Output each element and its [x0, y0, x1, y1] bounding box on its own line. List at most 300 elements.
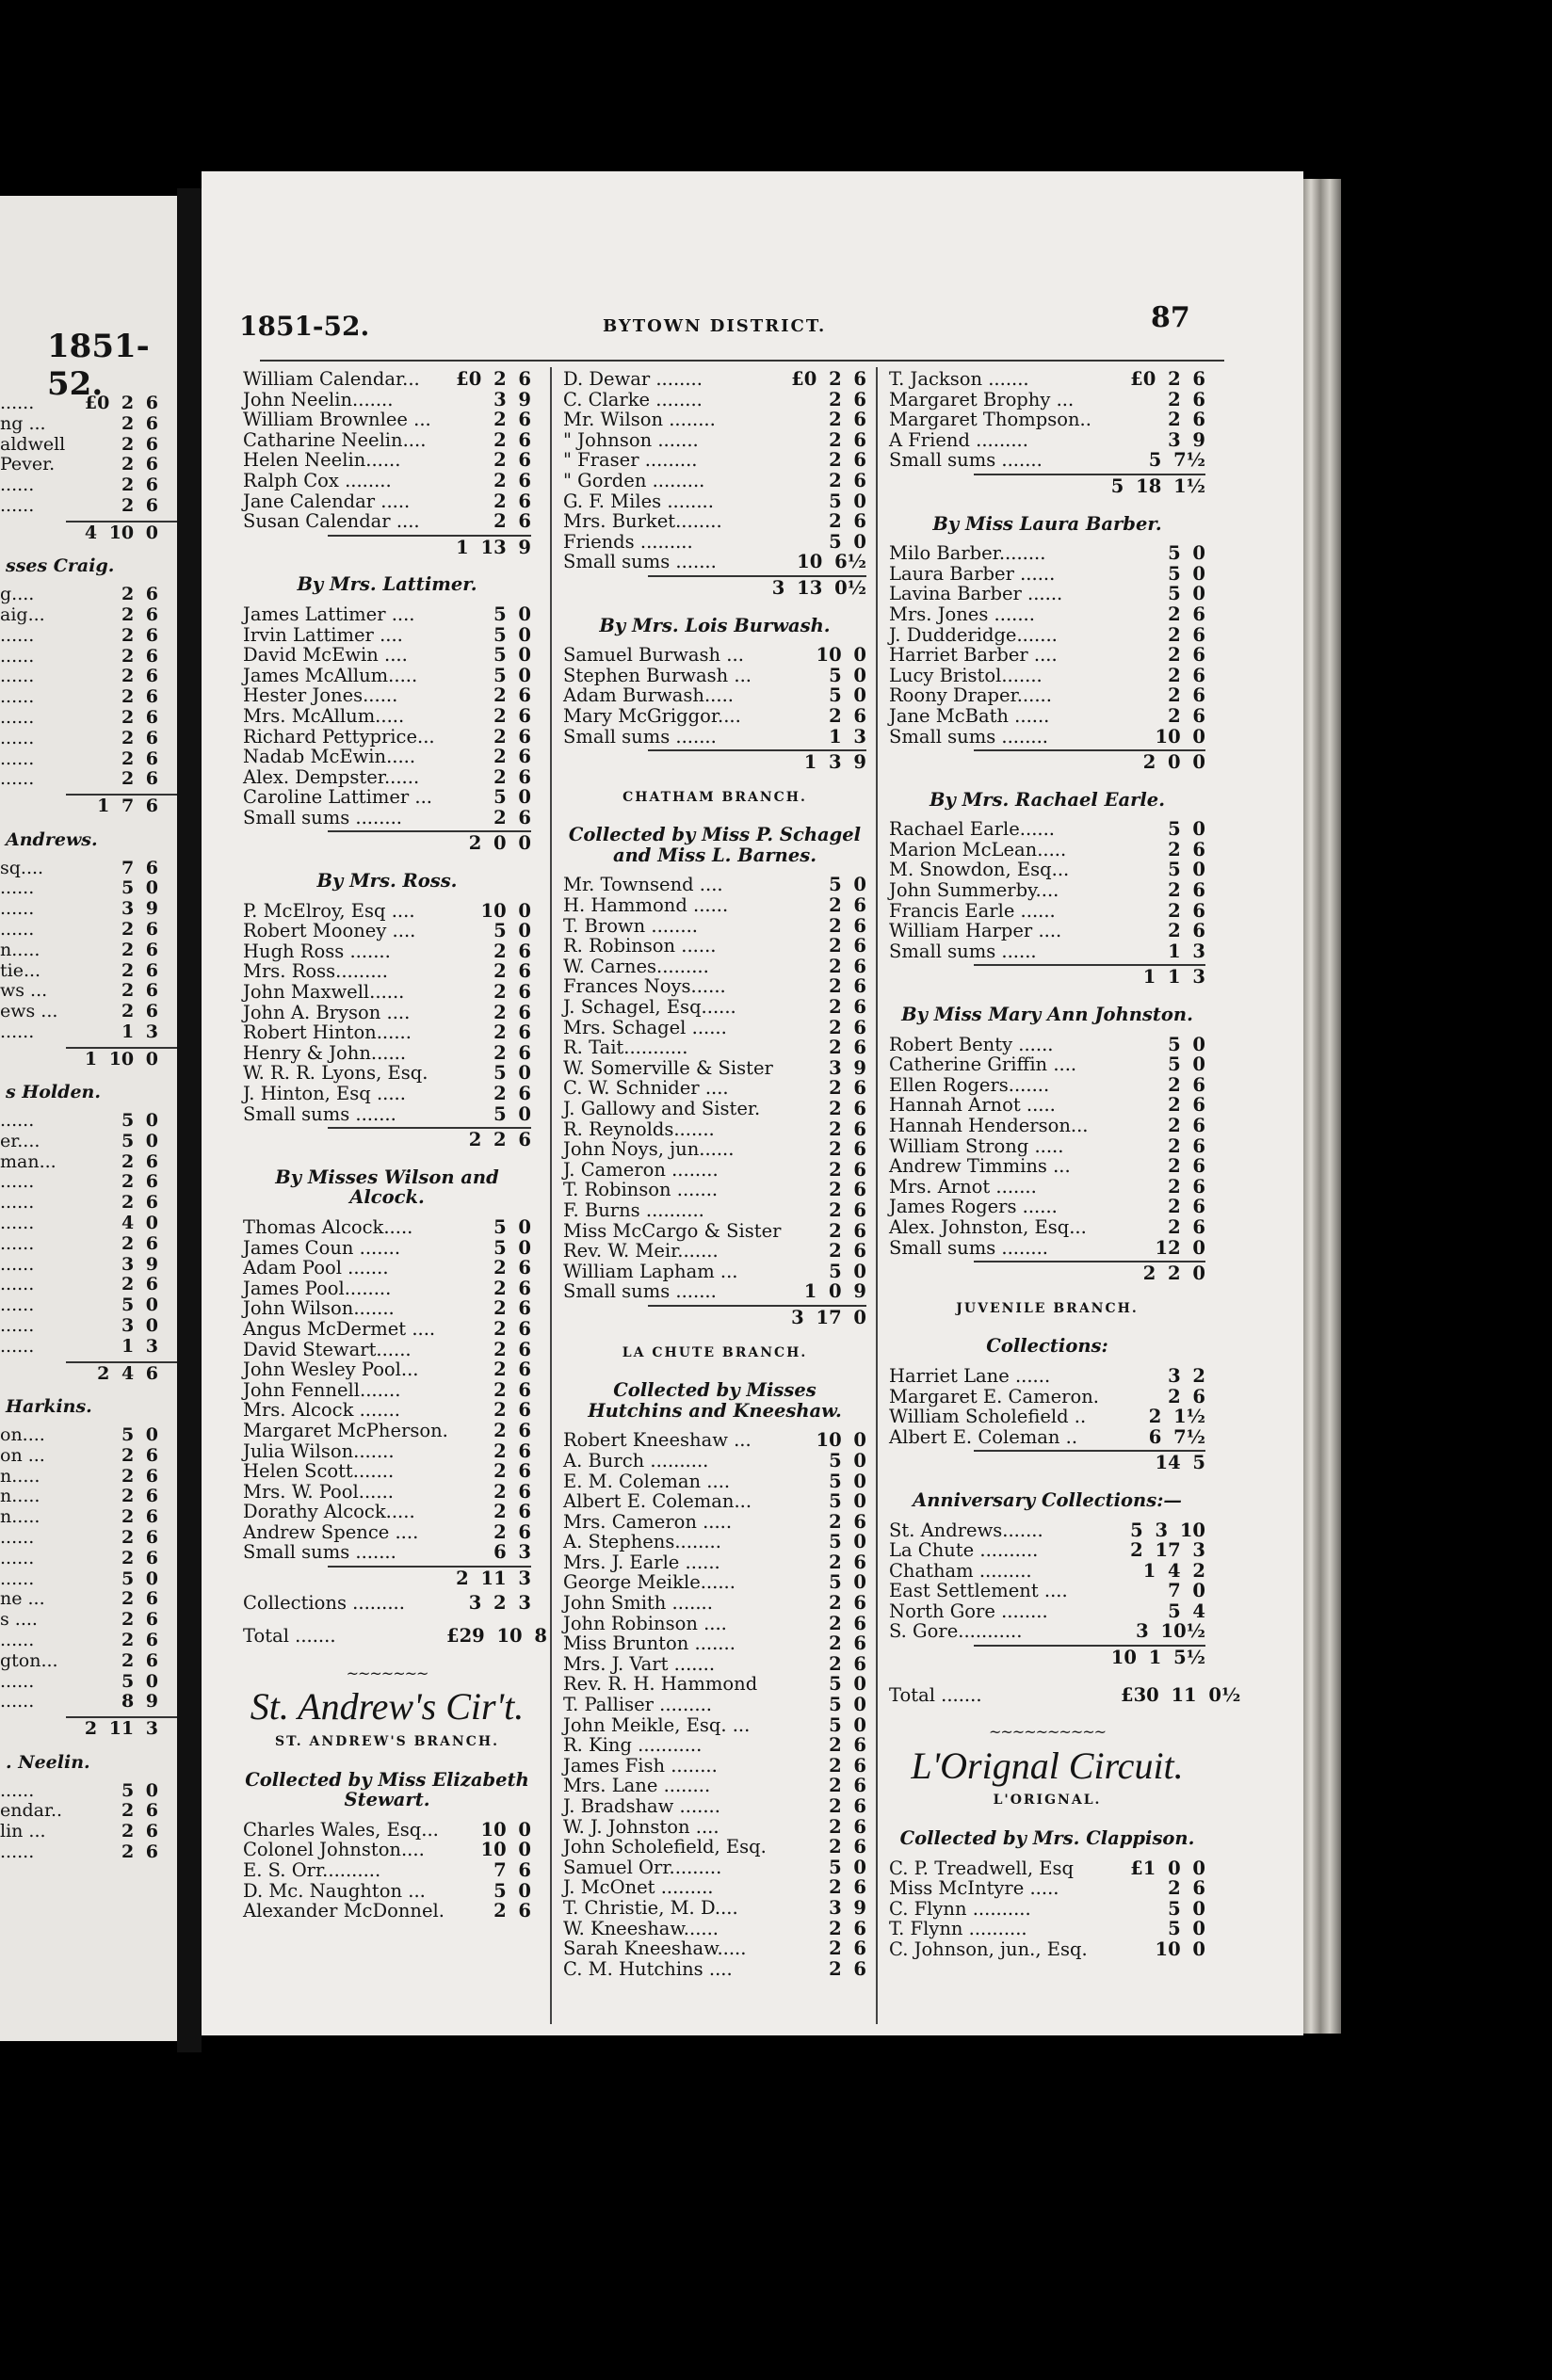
- amount: 2 6: [121, 727, 158, 748]
- subtotal: 14 5: [974, 1450, 1205, 1473]
- contributor-name: Jane Calendar .....: [243, 490, 411, 512]
- amount: 4 0: [121, 1213, 158, 1234]
- ledger-row: [889, 1238, 1205, 1259]
- contributor-name: Friends .........: [563, 530, 693, 553]
- ledger-row: [889, 666, 1205, 686]
- ledger-row: [0, 1822, 177, 1842]
- amount: 5 0: [829, 490, 866, 512]
- ledger-row: [243, 369, 531, 390]
- ledger-row: [563, 491, 866, 512]
- amount: 2 6: [829, 449, 866, 472]
- amount: 3 10½: [1136, 1620, 1205, 1643]
- subtotal: 1 3 9: [648, 749, 866, 773]
- ledger-row: [243, 787, 531, 808]
- ledger-row: [563, 1877, 866, 1898]
- amount: 2 6: [829, 704, 866, 727]
- ledger-row: [563, 1471, 866, 1492]
- contributor-name: Ellen Rogers.......: [889, 1073, 1050, 1096]
- contributor-name: ......: [0, 1630, 35, 1651]
- amount: 2 6: [1168, 1215, 1205, 1238]
- contributor-name: Collections .........: [243, 1591, 405, 1614]
- ledger-row: [563, 895, 866, 916]
- contributor-name: Mrs. Lane ........: [563, 1775, 711, 1797]
- section-heading: Collected by Miss P. Schagel and Miss L. Barnes.: [568, 824, 862, 866]
- page-edges: [1303, 179, 1341, 2034]
- contributor-name: William Calendar...: [243, 368, 420, 390]
- ledger-row: [563, 957, 866, 977]
- contributor-name: David Stewart......: [243, 1338, 412, 1360]
- contributor-name: Total .......: [243, 1625, 336, 1648]
- ledger-row: [563, 430, 866, 451]
- contributor-name: Miss McIntyre .....: [889, 1877, 1059, 1900]
- circuit-title: St. Andrew's Cir't.: [250, 1685, 525, 1729]
- amount: 2 6: [121, 1171, 158, 1193]
- ledger-row: [0, 1337, 177, 1358]
- contributor-name: n.....: [0, 1465, 40, 1487]
- amount: 2 6: [121, 1588, 158, 1610]
- ledger-row: [889, 860, 1205, 880]
- amount: 2 6: [1168, 879, 1205, 902]
- ledger-row: [563, 511, 866, 532]
- contributor-name: Small sums ........: [243, 806, 402, 828]
- ledger-row: [889, 1621, 1205, 1642]
- amount: 2 6: [493, 1460, 531, 1483]
- contributor-name: C. Johnson, jun., Esq.: [889, 1938, 1088, 1960]
- amount: 2 6: [493, 1359, 531, 1381]
- ledger-row: [243, 1482, 531, 1503]
- branch-heading: LA CHUTE BRANCH.: [622, 1344, 808, 1360]
- contributor-name: Roony Draper......: [889, 684, 1052, 707]
- amount: 2 6: [829, 894, 866, 917]
- ledger-row: [563, 1037, 866, 1058]
- section-heading: sses Craig.: [6, 555, 115, 577]
- amount: 2 6: [493, 1520, 531, 1543]
- contributor-name: ......: [0, 1295, 35, 1316]
- ledger-row: [563, 450, 866, 471]
- amount: 2 6: [493, 940, 531, 962]
- column-2: [563, 369, 866, 1979]
- ledger-row: [0, 1275, 177, 1295]
- ledger-row: [889, 430, 1205, 451]
- ledger-row: [563, 976, 866, 997]
- contributor-name: Laura Barber ......: [889, 562, 1056, 585]
- amount: 2 6: [121, 959, 158, 981]
- contributor-name: g....: [0, 584, 35, 605]
- amount: 3 9: [121, 1253, 158, 1275]
- contributor-name: John Meikle, Esq. ...: [563, 1713, 751, 1736]
- section-heading: By Mrs. Rachael Earle.: [930, 788, 1165, 811]
- contributor-name: Milo Barber........: [889, 542, 1046, 565]
- subtotal: 2 0 0: [328, 830, 531, 854]
- contributor-name: Rachael Earle......: [889, 818, 1055, 841]
- amount: 2 6: [1168, 409, 1205, 431]
- ledger-row: [243, 1022, 531, 1043]
- contributor-name: La Chute ..........: [889, 1539, 1039, 1562]
- contributor-name: Dorathy Alcock.....: [243, 1501, 415, 1523]
- ledger-row: [243, 1319, 531, 1340]
- ledger-row: [0, 414, 177, 435]
- amount: 2 6: [493, 960, 531, 983]
- ledger-row: [0, 435, 177, 456]
- ledger-row: [0, 1425, 177, 1446]
- amount: 2 6: [493, 409, 531, 431]
- section-heading: Andrews.: [6, 828, 98, 850]
- amount: 2 6: [493, 1021, 531, 1044]
- amount: £29 10 8: [446, 1625, 547, 1648]
- amount: 2 6: [829, 1179, 866, 1201]
- ledger-row: [563, 1695, 866, 1715]
- ledger-row: [563, 1959, 866, 1980]
- amount: 2 6: [121, 748, 158, 769]
- contributor-name: James Lattimer ....: [243, 603, 415, 625]
- ledger-row: [563, 1614, 866, 1634]
- ledger-row: [889, 1197, 1205, 1217]
- contributor-name: Margaret Thompson..: [889, 409, 1091, 431]
- branch-heading: CHATHAM BRANCH.: [622, 789, 807, 805]
- ledger-row: [0, 1111, 177, 1132]
- amount: 2 6: [829, 1592, 866, 1615]
- ledger-row: [563, 666, 866, 686]
- contributor-name: Mr. Wilson ........: [563, 409, 716, 431]
- ledger-row: [243, 430, 531, 451]
- section-heading: By Mrs. Lois Burwash.: [599, 614, 831, 636]
- branch-heading: L'ORIGNAL.: [993, 1793, 1102, 1809]
- subtotal: 5 18 1½: [974, 474, 1205, 497]
- amount: 2 6: [493, 806, 531, 828]
- amount: 2 6: [829, 1836, 866, 1858]
- amount: 2 6: [121, 1609, 158, 1631]
- ledger-row: [563, 1241, 866, 1262]
- amount: 2 6: [829, 1734, 866, 1757]
- contributor-name: Henry & John......: [243, 1041, 407, 1064]
- ledger-row: [889, 1366, 1205, 1387]
- ledger-row: [889, 819, 1205, 840]
- amount: 2 6: [493, 490, 531, 512]
- contributor-name: Frances Noys......: [563, 975, 726, 998]
- contributor-name: Mary McGriggor....: [563, 704, 741, 727]
- contributor-name: Nadab McEwin.....: [243, 746, 416, 768]
- contributor-name: Harriet Barber ....: [889, 644, 1058, 667]
- amount: 5 0: [493, 1879, 531, 1902]
- amount: 2 6: [1168, 920, 1205, 942]
- contributor-name: G. F. Miles ........: [563, 490, 714, 512]
- ledger-row: [563, 1572, 866, 1593]
- ledger-row: [243, 1043, 531, 1064]
- amount: 5 0: [1168, 583, 1205, 605]
- amount: 5 0: [829, 1571, 866, 1594]
- ledger-row: [243, 1840, 531, 1860]
- ledger-row: [889, 369, 1205, 390]
- amount: 2 6: [493, 725, 531, 748]
- amount: 3 9: [829, 1056, 866, 1079]
- ledger-row: [563, 685, 866, 706]
- subtotal: 1 13 9: [328, 535, 531, 558]
- ledger-row: [563, 916, 866, 937]
- amount: 5 0: [121, 877, 158, 899]
- ledger-row: [563, 1898, 866, 1919]
- ledger-row: [0, 1022, 177, 1043]
- amount: 2 6: [829, 914, 866, 937]
- ledger-row: [889, 543, 1205, 564]
- contributor-name: William Lapham ...: [563, 1260, 738, 1282]
- amount: 6 7½: [1148, 1425, 1205, 1448]
- circuit-title: L'Orignal Circuit.: [911, 1744, 1184, 1787]
- ledger-row: [889, 1919, 1205, 1939]
- contributor-name: Julia Wilson.......: [243, 1439, 395, 1462]
- amount: £30 11 0½: [1121, 1683, 1241, 1706]
- ledger-row: [243, 921, 531, 941]
- contributor-name: ......: [0, 1547, 35, 1568]
- ledger-row: [889, 1095, 1205, 1116]
- contributor-name: ......: [0, 706, 35, 728]
- contributor-name: ws ...: [0, 980, 48, 1002]
- ledger-row: [889, 604, 1205, 625]
- amount: 2 6: [121, 494, 158, 516]
- amount: 2 6: [493, 1083, 531, 1104]
- amount: 5 0: [121, 1130, 158, 1151]
- amount: 5 0: [829, 664, 866, 686]
- contributor-name: Andrew Spence ....: [243, 1520, 419, 1543]
- contributor-name: man...: [0, 1150, 57, 1172]
- amount: 2 1½: [1148, 1406, 1205, 1428]
- ledger-row: [243, 1421, 531, 1441]
- contributor-name: W. Kneeshaw......: [563, 1917, 719, 1939]
- section-heading: By Mrs. Ross.: [316, 870, 458, 892]
- ledger-row: [563, 875, 866, 895]
- contributor-name: ......: [0, 1335, 35, 1357]
- contributor-name: ng ...: [0, 412, 46, 434]
- ledger-row: [243, 410, 531, 430]
- amount: 2 6: [829, 510, 866, 533]
- amount: £0 2 6: [84, 393, 158, 413]
- amount: 2 6: [829, 935, 866, 957]
- contributor-name: C. M. Hutchins ....: [563, 1957, 733, 1980]
- contributor-name: Small sums .......: [889, 449, 1043, 472]
- amount: 2 6: [121, 433, 158, 455]
- contributor-name: Mr. Townsend ....: [563, 874, 723, 896]
- ledger-row: [0, 859, 177, 879]
- contributor-name: Small sums ........: [889, 725, 1048, 748]
- ledger-row: [889, 1540, 1205, 1561]
- ledger-row: [563, 1796, 866, 1817]
- amount: 2 6: [121, 666, 158, 687]
- ledger-row: [243, 961, 531, 982]
- contributor-name: " Johnson .......: [563, 428, 699, 451]
- amount: 2 6: [121, 1274, 158, 1295]
- ledger-row: [889, 645, 1205, 666]
- ledger-row: [563, 369, 866, 390]
- amount: 2 6: [829, 1612, 866, 1634]
- amount: 2 6: [121, 1630, 158, 1651]
- contributor-name: T. Christie, M. D....: [563, 1896, 738, 1919]
- contributor-name: endar..: [0, 1800, 63, 1822]
- ledger-row: [0, 1589, 177, 1610]
- ledger-row: [889, 840, 1205, 860]
- contributor-name: ......: [0, 898, 35, 920]
- ledger-row: [563, 1532, 866, 1552]
- contributor-name: Marion McLean.....: [889, 838, 1067, 860]
- amount: 2 6: [121, 454, 158, 475]
- ledger-row: [243, 1901, 531, 1922]
- branch-heading: ST. ANDREW'S BRANCH.: [275, 1734, 499, 1750]
- ledger-row: [563, 1160, 866, 1181]
- contributor-name: Harriet Lane ......: [889, 1364, 1051, 1387]
- contributor-name: ......: [0, 1274, 35, 1295]
- contributor-name: St. Andrews.......: [889, 1519, 1043, 1541]
- amount: 7 0: [1168, 1580, 1205, 1602]
- ledger-row: [0, 1295, 177, 1316]
- ledger-row: [889, 706, 1205, 727]
- ledger-row: [889, 625, 1205, 646]
- contributor-name: D. Mc. Naughton ...: [243, 1879, 426, 1902]
- contributor-name: C. W. Schnider ....: [563, 1077, 729, 1100]
- ledger-row: [243, 511, 531, 532]
- ledger-row: [0, 1610, 177, 1631]
- ledger-row: [243, 1502, 531, 1522]
- contributor-name: Hester Jones......: [243, 684, 398, 707]
- ledger-row: [563, 1451, 866, 1471]
- ledger-row: [243, 1820, 531, 1841]
- contributor-name: F. Burns ..........: [563, 1198, 704, 1221]
- amount: 5 0: [493, 603, 531, 625]
- amount: 2 6: [121, 1444, 158, 1466]
- contributor-name: Total .......: [889, 1683, 982, 1706]
- ledger-row: [243, 604, 531, 625]
- ledger-row: [243, 747, 531, 767]
- amount: 5 0: [493, 1062, 531, 1085]
- contributor-name: ......: [0, 1253, 35, 1275]
- ornament-divider: ~~~~~~~: [346, 1664, 428, 1682]
- contributor-name: T. Robinson .......: [563, 1179, 719, 1201]
- amount: 2 6: [493, 1297, 531, 1320]
- ledger-row: [563, 1221, 866, 1242]
- ledger-row: [243, 1063, 531, 1084]
- subtotal: 2 11 3: [66, 1716, 177, 1740]
- ledger-row: [563, 706, 866, 727]
- contributor-name: Hannah Arnot .....: [889, 1094, 1056, 1117]
- contributor-name: ......: [0, 1315, 35, 1337]
- amount: 2 6: [829, 1138, 866, 1161]
- ledger-row: [0, 626, 177, 647]
- amount: 2 6: [829, 1118, 866, 1140]
- contributor-name: gton...: [0, 1649, 58, 1671]
- amount: £0 2 6: [791, 368, 866, 390]
- contributor-name: J. Schagel, Esq......: [563, 996, 736, 1019]
- column-3: [889, 368, 1241, 1960]
- contributor-name: Chatham .........: [889, 1559, 1032, 1582]
- ledger-row: [563, 1078, 866, 1099]
- subtotal: 2 11 3: [328, 1566, 531, 1589]
- contributor-name: James Coun .......: [243, 1236, 401, 1259]
- ledger-row: [889, 901, 1205, 922]
- ledger-row: [0, 729, 177, 749]
- ledger-row: [243, 941, 531, 962]
- contributor-name: Miss McCargo & Sister: [563, 1219, 782, 1242]
- amount: 5 0: [493, 623, 531, 646]
- amount: 2 6: [1168, 684, 1205, 707]
- contributor-name: on ...: [0, 1444, 45, 1466]
- ledger-row: [889, 1116, 1205, 1136]
- amount: 2 6: [121, 412, 158, 434]
- ledger-row: [889, 941, 1205, 962]
- column-rule: [550, 367, 552, 2024]
- contributor-name: P. McElroy, Esq ....: [243, 899, 415, 922]
- contributor-name: James Rogers ......: [889, 1196, 1058, 1218]
- contributor-name: Miss Brunton .......: [563, 1632, 736, 1655]
- contributor-name: John Smith .......: [563, 1592, 713, 1615]
- amount: 2 6: [829, 1775, 866, 1797]
- amount: 2 6: [829, 1219, 866, 1242]
- contributor-name: on....: [0, 1424, 45, 1446]
- contributor-name: Mrs. Arnot .......: [889, 1175, 1037, 1198]
- contributor-name: John Fennell.......: [243, 1378, 401, 1401]
- amount: 2 6: [493, 1317, 531, 1340]
- amount: 2 6: [121, 686, 158, 708]
- running-head-year: 1851-52.: [239, 311, 370, 342]
- amount: 5 0: [121, 1568, 158, 1589]
- ledger-row: [889, 1858, 1205, 1879]
- contributor-name: E. M. Coleman ....: [563, 1470, 731, 1492]
- ledger-row: [563, 1593, 866, 1614]
- contributor-name: John Wesley Pool...: [243, 1359, 419, 1381]
- contributor-name: John Neelin.......: [243, 388, 394, 410]
- ledger-row: [563, 936, 866, 957]
- ledger-row: [243, 1625, 547, 1648]
- contributor-name: aig...: [0, 603, 45, 625]
- ledger-row: [0, 708, 177, 729]
- amount: 5 0: [829, 1694, 866, 1716]
- ledger-row: [0, 1549, 177, 1569]
- ledger-row: [0, 1152, 177, 1173]
- contributor-name: er....: [0, 1130, 40, 1151]
- amount: 3 9: [1168, 428, 1205, 451]
- ledger-row: [563, 1200, 866, 1221]
- ledger-row: [0, 920, 177, 941]
- subtotal: 2 2 0: [974, 1261, 1205, 1284]
- amount: 3 2: [1168, 1364, 1205, 1387]
- amount: 10 0: [816, 644, 866, 667]
- amount: 2 6: [121, 1192, 158, 1214]
- amount: 5 0: [121, 1670, 158, 1692]
- contributor-name: W. Somerville & Sister: [563, 1056, 773, 1079]
- contributor-name: ......: [0, 1779, 35, 1801]
- amount: 2 6: [121, 1527, 158, 1549]
- contributor-name: East Settlement ....: [889, 1580, 1068, 1602]
- contributor-name: ......: [0, 1232, 35, 1254]
- contributor-name: R. King ...........: [563, 1734, 703, 1757]
- amount: 2 6: [1168, 1175, 1205, 1198]
- amount: 2 6: [121, 474, 158, 496]
- ledger-row: [563, 1018, 866, 1038]
- amount: 2 6: [121, 706, 158, 728]
- ledger-row: [889, 1520, 1205, 1541]
- ledger-row: [0, 749, 177, 770]
- contributor-name: aldwell: [0, 433, 66, 455]
- amount: 10 0: [480, 899, 531, 922]
- ledger-row: [563, 645, 866, 666]
- ledger-row: [243, 390, 531, 410]
- previous-page-column: [0, 394, 177, 1863]
- amount: 10 0: [816, 1429, 866, 1452]
- contributor-name: Rev. R. H. Hammond: [563, 1673, 758, 1696]
- ledger-row: [243, 1278, 531, 1299]
- ledger-row: [243, 1003, 531, 1023]
- amount: 2 6: [121, 1150, 158, 1172]
- subtotal: 2 4 6: [66, 1361, 177, 1385]
- ledger-row: [0, 1801, 177, 1822]
- amount: 3 9: [121, 898, 158, 920]
- contributor-name: Colonel Johnston....: [243, 1839, 425, 1861]
